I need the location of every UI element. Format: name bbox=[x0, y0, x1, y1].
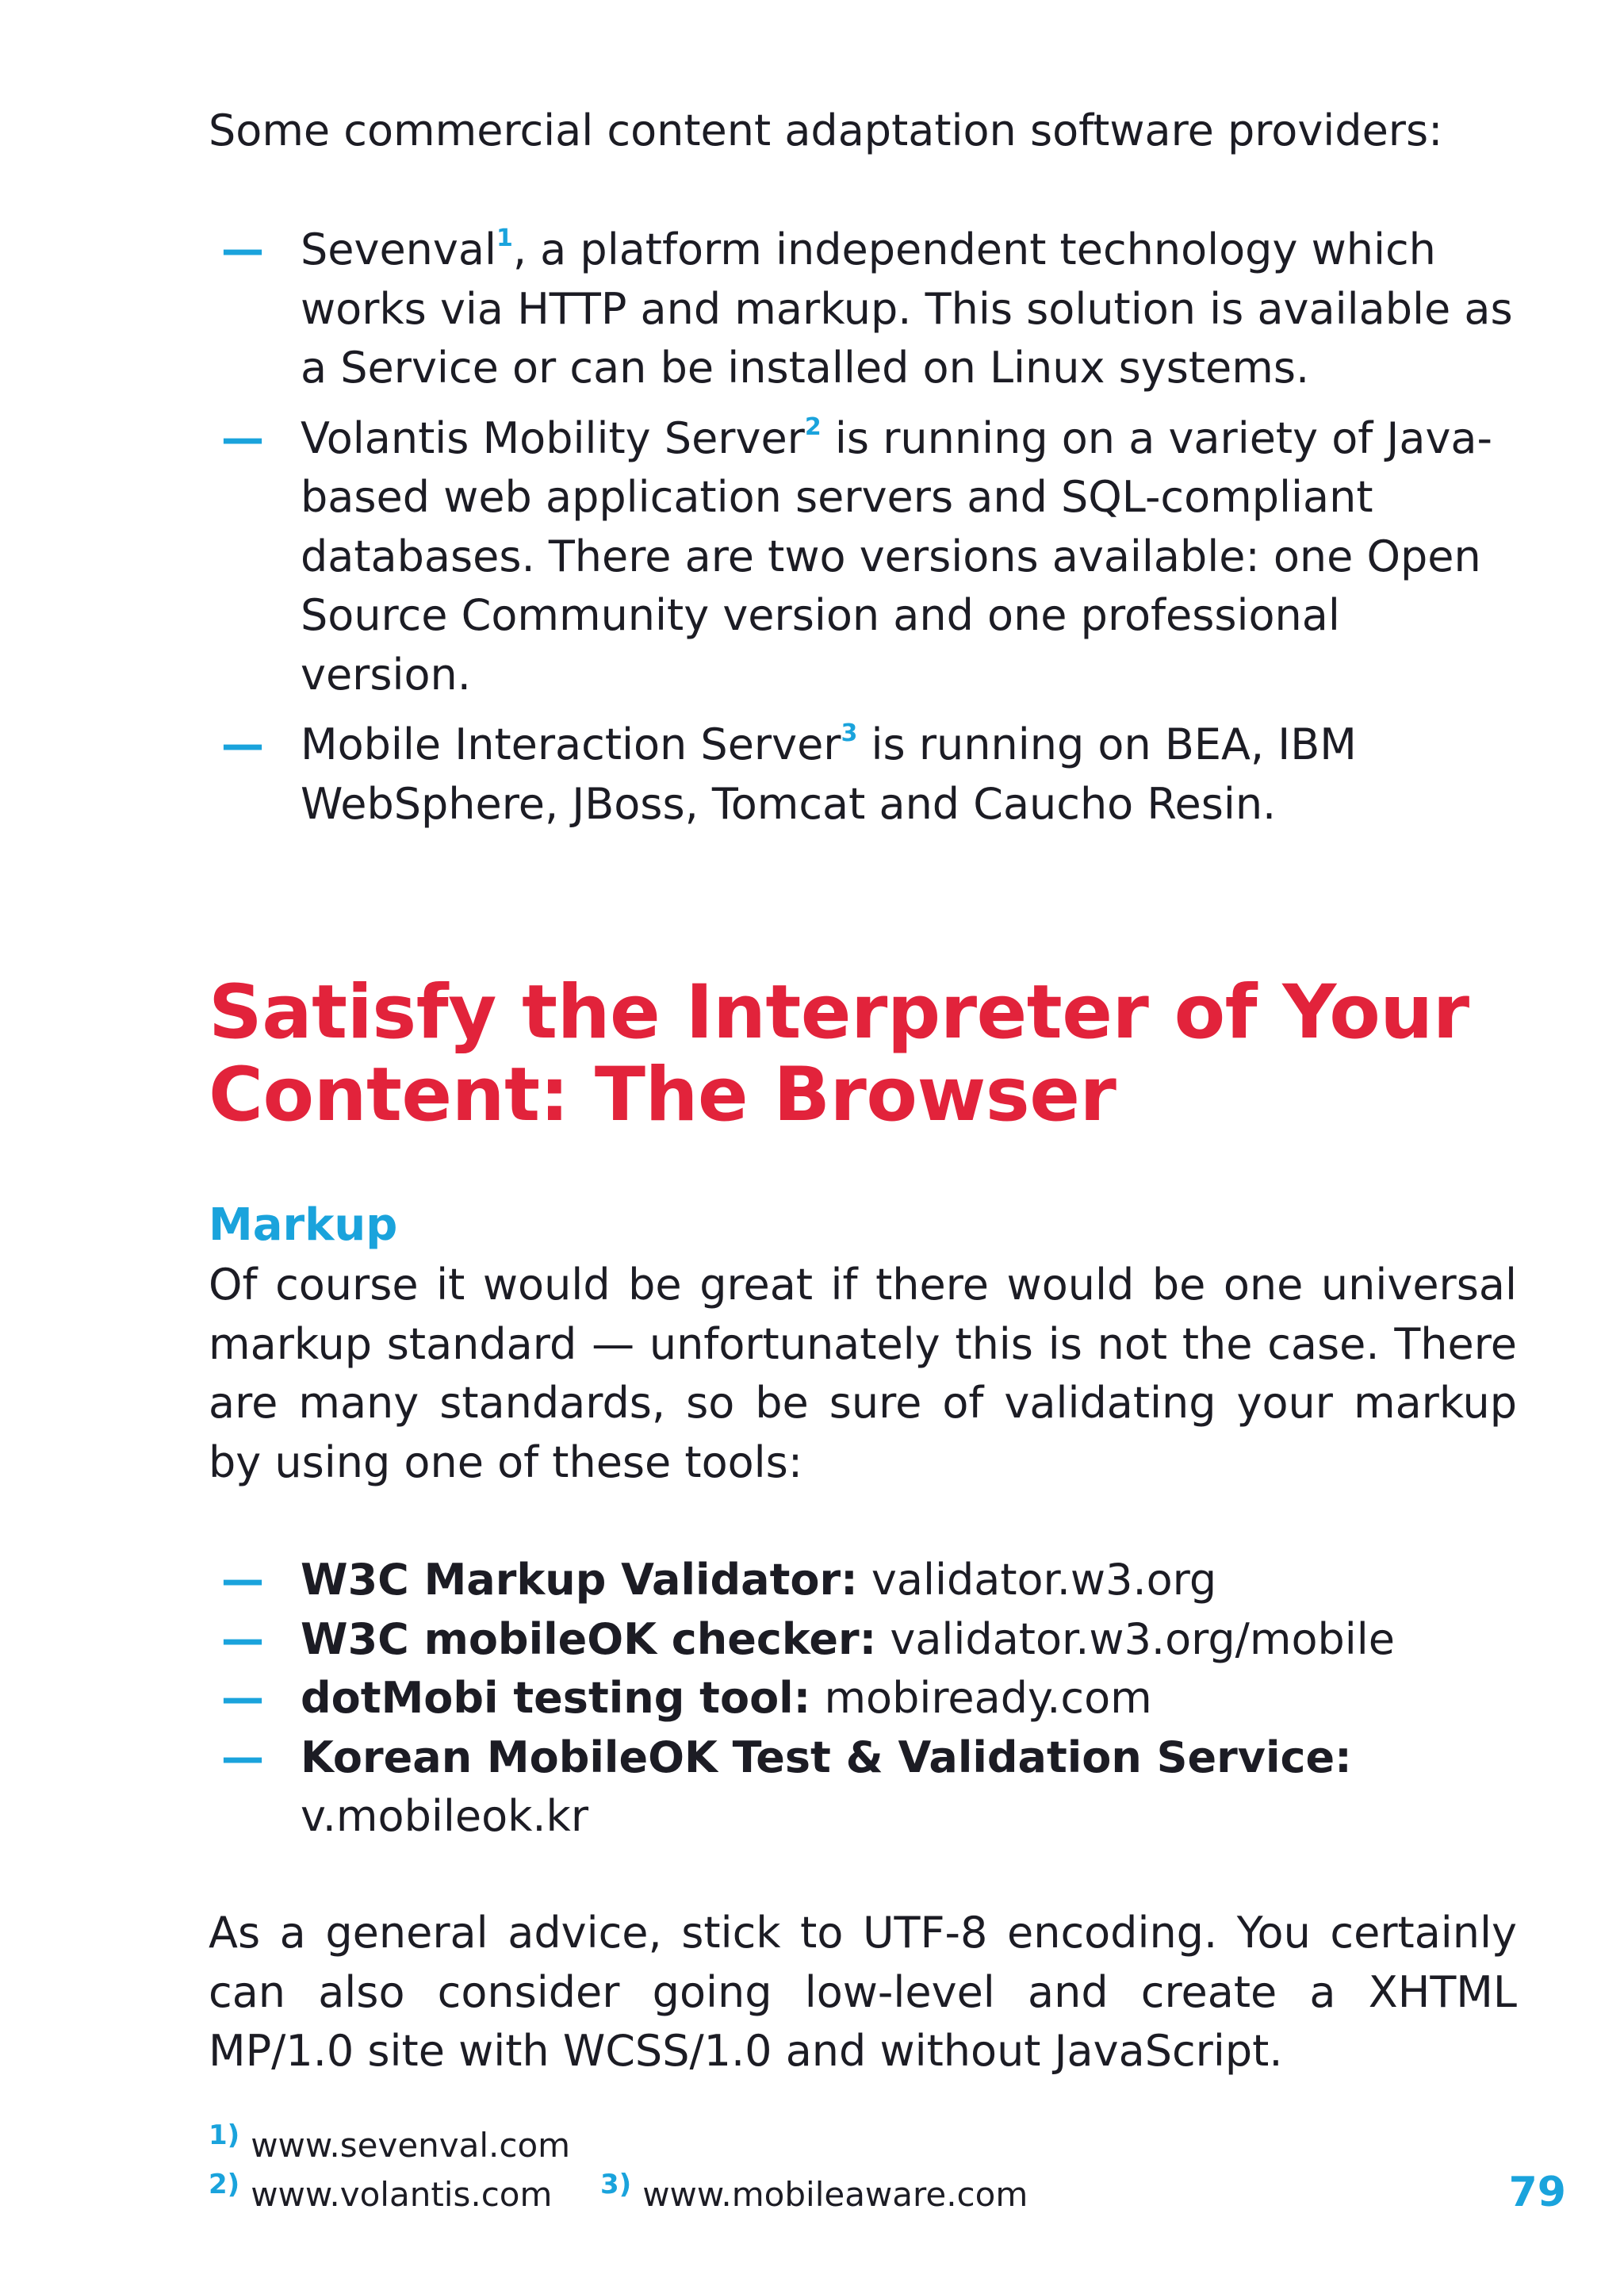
tool-label: W3C Markup Validator: bbox=[301, 1555, 858, 1605]
provider-name: Sevenval bbox=[301, 224, 496, 274]
footnote-ref: 1 bbox=[496, 224, 513, 252]
list-item bbox=[209, 1728, 1517, 1847]
bullet-dash-icon: — bbox=[221, 1613, 264, 1664]
footnotes bbox=[209, 2119, 1028, 2237]
tool-url: mobiready.com bbox=[824, 1673, 1152, 1723]
footnote-number: 2) bbox=[209, 2169, 240, 2200]
tool-label: Korean MobileOK Test & Validation Service: bbox=[301, 1732, 1352, 1782]
list-item bbox=[209, 1610, 1517, 1670]
footnote-item bbox=[600, 2169, 1028, 2214]
list-item bbox=[209, 409, 1517, 705]
providers-list bbox=[209, 221, 1517, 845]
footnote-text: www.mobileaware.com bbox=[642, 2175, 1028, 2214]
markup-paragraph: Of course it would be great if there would be one universal markup standard — unfortunately this is not the case. There are many standards, so be sure of validating your markup by using one of these tools: bbox=[209, 1260, 1517, 1487]
tool-label: dotMobi testing tool: bbox=[301, 1673, 811, 1723]
list-item bbox=[209, 221, 1517, 398]
provider-name: Volantis Mobility Server bbox=[301, 412, 805, 463]
tool-url: v.mobileok.kr bbox=[301, 1791, 589, 1841]
footnote-item bbox=[209, 2119, 571, 2165]
tool-url: validator.w3.org bbox=[871, 1555, 1217, 1605]
footnote-item bbox=[209, 2169, 553, 2214]
list-item bbox=[209, 715, 1517, 834]
provider-description: , a platform independent technology which works via HTTP and markup. This solution is available as a Service or can be installed on Linux systems. bbox=[301, 224, 1513, 393]
footnote-text: www.sevenval.com bbox=[251, 2126, 571, 2165]
validation-tools-list bbox=[209, 1551, 1517, 1847]
section-heading: Satisfy the Interpreter of Your Content: The Browser bbox=[209, 969, 1469, 1138]
provider-name: Mobile Interaction Server bbox=[301, 719, 841, 769]
footnote-text: www.volantis.com bbox=[251, 2175, 553, 2214]
bullet-dash-icon: — bbox=[221, 1555, 264, 1605]
intro-text: Some commercial content adaptation software providers: bbox=[209, 105, 1443, 155]
subsection-heading: Markup bbox=[209, 1199, 398, 1251]
footnote-number: 3) bbox=[600, 2169, 632, 2200]
bullet-dash-icon: — bbox=[221, 719, 264, 769]
advice-paragraph: As a general advice, stick to UTF-8 encoding. You certainly can also consider going low-level and create a XHTML MP/1.0 site with WCSS/1.0 and without JavaScript. bbox=[209, 1908, 1517, 2076]
list-item bbox=[209, 1669, 1517, 1728]
provider-description: is running on a variety of Java-based web application servers and SQL-compliant databases. There are two versions available: one Open Source Community version and one professional version. bbox=[301, 412, 1492, 700]
footnote-ref: 3 bbox=[841, 719, 858, 747]
tool-url: validator.w3.org/mobile bbox=[890, 1613, 1395, 1664]
footnote-number: 1) bbox=[209, 2119, 240, 2151]
bullet-dash-icon: — bbox=[221, 1673, 264, 1723]
tool-label: W3C mobileOK checker: bbox=[301, 1613, 877, 1664]
footnote-ref: 2 bbox=[804, 412, 822, 441]
bullet-dash-icon: — bbox=[221, 1732, 264, 1782]
page-number: 79 bbox=[1508, 2169, 1566, 2216]
provider-description: is running on BEA, IBM WebSphere, JBoss, Tomcat and Caucho Resin. bbox=[301, 719, 1357, 829]
bullet-dash-icon: — bbox=[221, 224, 264, 274]
bullet-dash-icon: — bbox=[221, 412, 264, 463]
list-item bbox=[209, 1551, 1517, 1610]
